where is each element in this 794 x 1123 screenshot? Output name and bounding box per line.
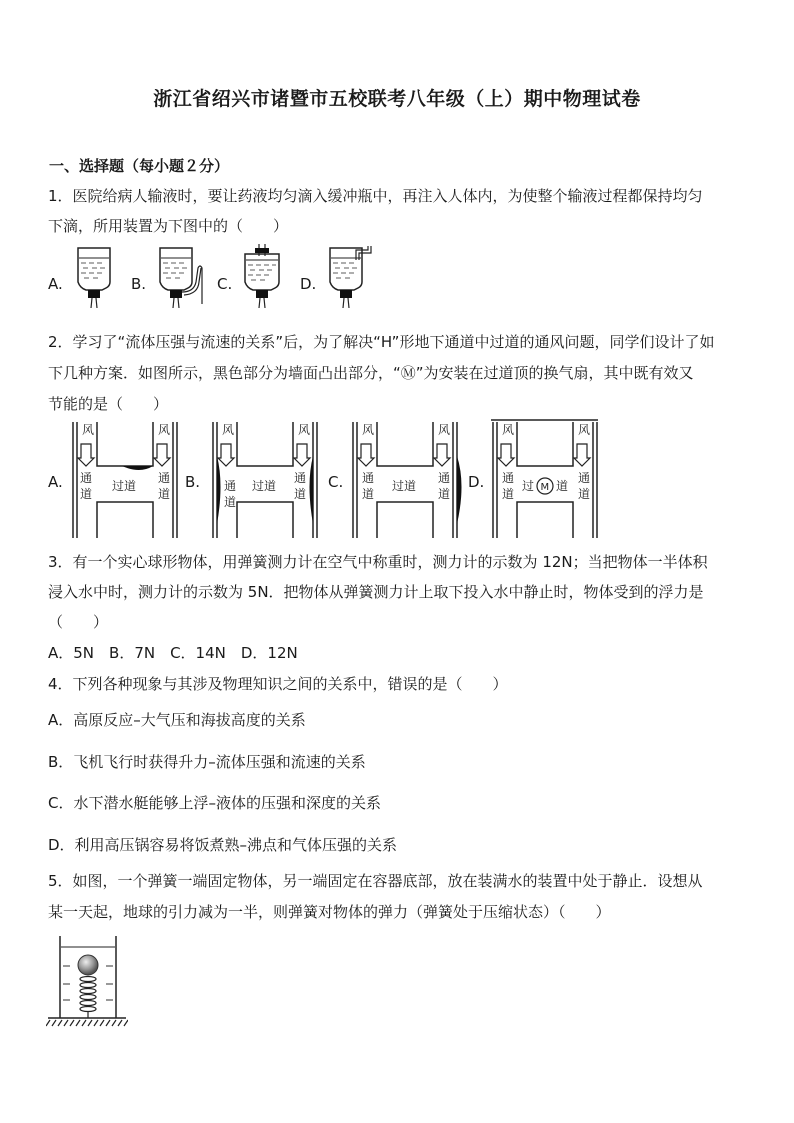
q2-stem-line1: 2．学习了“流体压强与流速的关系”后，为了解决“H”形地下通道中过道的通风问题，同学们设计了如 [48, 333, 715, 351]
tunnel-c-figure [350, 420, 464, 540]
corridor-label: 过道 [252, 479, 277, 493]
fan-label: M [540, 482, 550, 493]
bottle-c-figure [239, 244, 289, 308]
wind-label: 风 [438, 423, 451, 437]
q4-option-b: B．飞机飞行时获得升力–流体压强和流速的关系 [48, 753, 366, 771]
channel-label: 通 [224, 479, 237, 493]
channel-label: 通 [362, 471, 375, 485]
channel-label: 道 [158, 487, 171, 501]
q1-option-d-label: D. [300, 275, 317, 293]
q3-stem-line2: 浸入水中时，测力计的示数为 5N．把物体从弹簧测力计上取下投入水中静止时，物体受到的浮力是 [48, 583, 704, 601]
bottle-d-figure [324, 246, 376, 308]
corridor-label: 过道 [112, 479, 137, 493]
wind-label: 风 [158, 423, 171, 437]
channel-label: 通 [502, 471, 515, 485]
q2-stem-line2: 下几种方案．如图所示，黑色部分为墙面凸出部分，“Ⓜ”为安装在过道顶的换气扇，其中既有效又 [48, 364, 694, 382]
q3-stem-line3: （ ） [48, 613, 109, 631]
wind-label: 风 [362, 423, 375, 437]
tunnel-a-figure [70, 420, 180, 540]
channel-label: 道 [362, 487, 375, 501]
spring-icon [80, 977, 96, 1019]
exam-title: 浙江省绍兴市诸暨市五校联考八年级（上）期中物理试卷 [153, 88, 641, 110]
channel-label: 通 [438, 471, 451, 485]
channel-label: 道 [224, 495, 237, 509]
wind-label: 风 [82, 423, 95, 437]
channel-label: 通 [294, 471, 307, 485]
corridor-label: 道 [556, 479, 569, 493]
channel-label: 道 [80, 487, 93, 501]
tunnel-d-figure [488, 418, 602, 540]
wind-label: 风 [502, 423, 515, 437]
channel-label: 道 [438, 487, 451, 501]
q4-option-a: A．高原反应–大气压和海拔高度的关系 [48, 711, 306, 729]
corridor-label: 过道 [392, 479, 417, 493]
q2-option-c-label: C. [328, 473, 344, 491]
q3-options: A．5N B．7N C．14N D．12N [48, 644, 298, 662]
q1-stem-line2: 下滴，所用装置为下图中的（ ） [48, 217, 289, 235]
q2-option-a-label: A. [48, 473, 63, 491]
q4-option-d: D．利用高压锅容易将饭煮熟–沸点和气体压强的关系 [48, 836, 398, 854]
ball-icon [78, 955, 98, 975]
corridor-label: 过 [522, 479, 535, 493]
wind-label: 风 [578, 423, 591, 437]
q2-option-d-label: D. [468, 473, 485, 491]
spring-container-figure [46, 934, 128, 1028]
wind-label: 风 [222, 423, 235, 437]
channel-label: 通 [578, 471, 591, 485]
q1-stem-line1: 1．医院给病人输液时，要让药液均匀滴入缓冲瓶中，再注入人体内，为使整个输液过程都保持均匀 [48, 187, 703, 205]
q1-option-a-label: A. [48, 275, 63, 293]
channel-label: 道 [578, 487, 591, 501]
q4-option-c: C．水下潜水艇能够上浮–液体的压强和深度的关系 [48, 794, 381, 812]
channel-label: 通 [80, 471, 93, 485]
q2-stem-line3: 节能的是（ ） [48, 395, 169, 413]
q1-option-b-label: B. [131, 275, 147, 293]
q1-option-c-label: C. [217, 275, 233, 293]
bottle-a-figure [72, 246, 122, 308]
q5-stem-line1: 5．如图，一个弹簧一端固定物体，另一端固定在容器底部，放在装满水的装置中处于静止．设想从 [48, 872, 703, 890]
q2-option-b-label: B. [185, 473, 201, 491]
bottle-b-figure [154, 246, 210, 308]
tunnel-b-figure [210, 420, 320, 540]
channel-label: 道 [502, 487, 515, 501]
section-heading: 一、选择题（每小题２分） [49, 157, 230, 175]
channel-label: 道 [294, 487, 307, 501]
q5-stem-line2: 某一天起，地球的引力减为一半，则弹簧对物体的弹力（弹簧处于压缩状态）（ ） [48, 903, 611, 921]
q3-stem-line1: 3．有一个实心球形物体，用弹簧测力计在空气中称重时，测力计的示数为 12N；当把物体一半体积 [48, 553, 708, 571]
channel-label: 通 [158, 471, 171, 485]
q4-stem: 4．下列各种现象与其涉及物理知识之间的关系中，错误的是（ ） [48, 675, 508, 693]
wind-label: 风 [298, 423, 311, 437]
